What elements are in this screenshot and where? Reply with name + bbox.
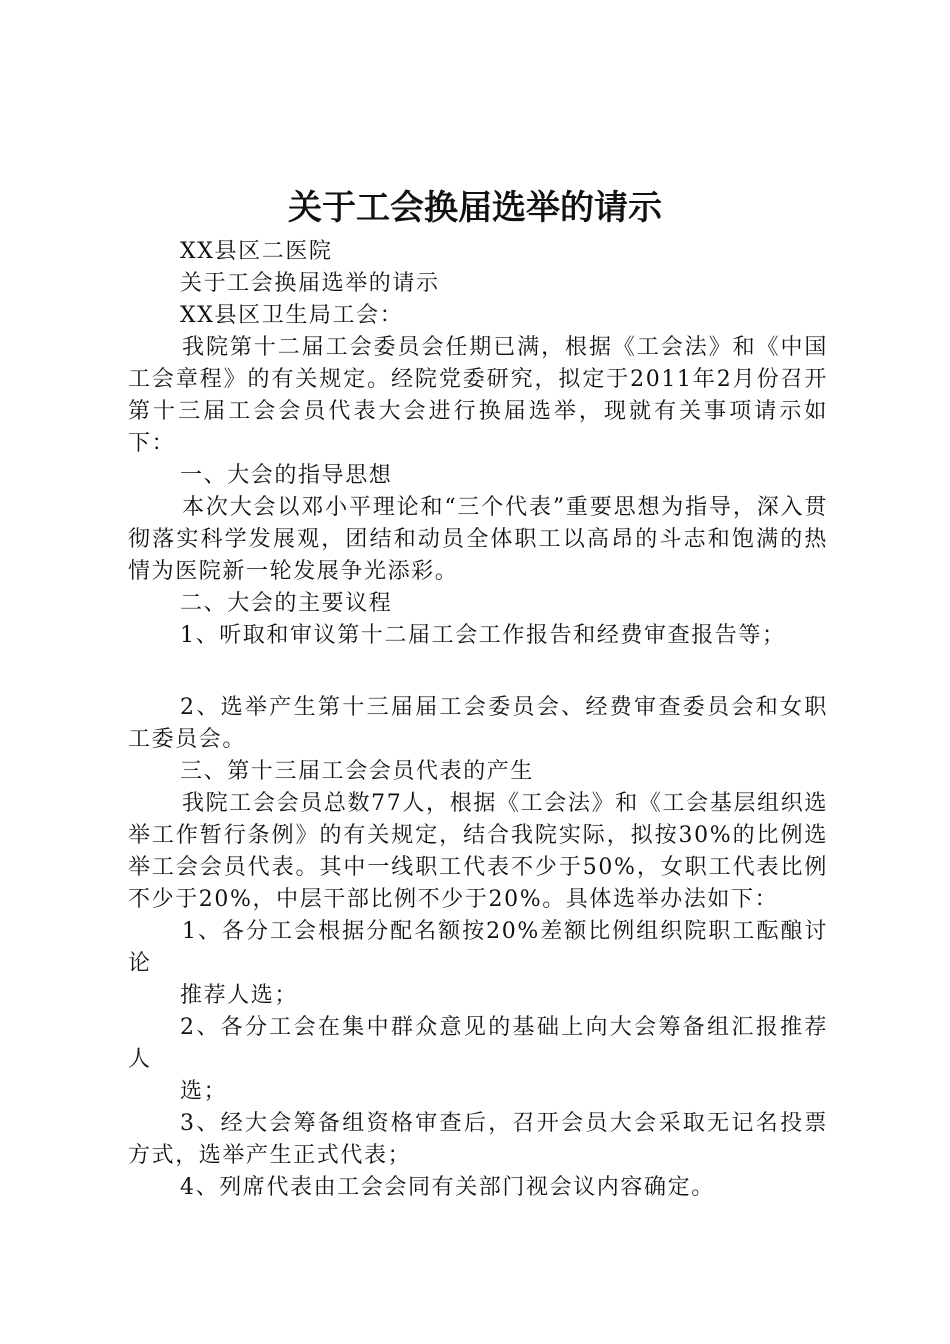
election-step-1-cont: 推荐人选； <box>180 983 299 1008</box>
paragraph-subject: 关于工会换届选举的请示 <box>180 271 440 296</box>
heading-section-2: 二、大会的主要议程 <box>180 591 393 616</box>
election-step-4: 4、列席代表由工会会同有关部门视会议内容确定。 <box>180 1175 715 1200</box>
election-step-2-cont: 选； <box>180 1079 228 1104</box>
paragraph-section-1: 本次大会以邓小平理论和“三个代表”重要思想为指导，深入贯彻落实科学发展观，团结和动员全体职工以高昂的斗志和饱满的热情为医院新一轮发展争光添彩。 <box>128 495 828 584</box>
heading-section-1: 一、大会的指导思想 <box>180 463 393 488</box>
agenda-item-1: 1、听取和审议第十二届工会工作报告和经费审查报告等； <box>180 623 786 648</box>
election-step-3: 3、经大会筹备组资格审查后，召开会员大会采取无记名投票方式，选举产生正式代表； <box>128 1111 828 1168</box>
paragraph-section-3: 我院工会会员总数77人，根据《工会法》和《工会基层组织选举工作暂行条例》的有关规定，结合我院实际，拟按30%的比例选举工会会员代表。其中一线职工代表不少于50%，女职工代表比例不少于20%，中层干部比例不少于20%。具体选举办法如下： <box>128 791 828 912</box>
paragraph-recipient: XX县区卫生局工会： <box>180 303 404 328</box>
agenda-item-2: 2、选举产生第十三届届工会委员会、经费审查委员会和女职工委员会。 <box>128 695 828 752</box>
election-step-2: 2、各分工会在集中群众意见的基础上向大会筹备组汇报推荐人 <box>128 1015 828 1072</box>
blank-line <box>128 652 828 692</box>
document-title: 关于工会换届选举的请示 <box>288 188 662 228</box>
heading-section-3: 三、第十三届工会会员代表的产生 <box>180 759 535 784</box>
paragraph-intro: 我院第十二届工会委员会任期已满，根据《工会法》和《中国工会章程》的有关规定。经院党委研究，拟定于2011年2月份召开第十三届工会会员代表大会进行换届选举，现就有关事项请示如下： <box>128 335 828 456</box>
paragraph-org: XX县区二医院 <box>180 239 333 264</box>
election-step-1: 1、各分工会根据分配名额按20%差额比例组织院职工酝酿讨论 <box>128 919 828 976</box>
document-body <box>128 236 828 1204</box>
